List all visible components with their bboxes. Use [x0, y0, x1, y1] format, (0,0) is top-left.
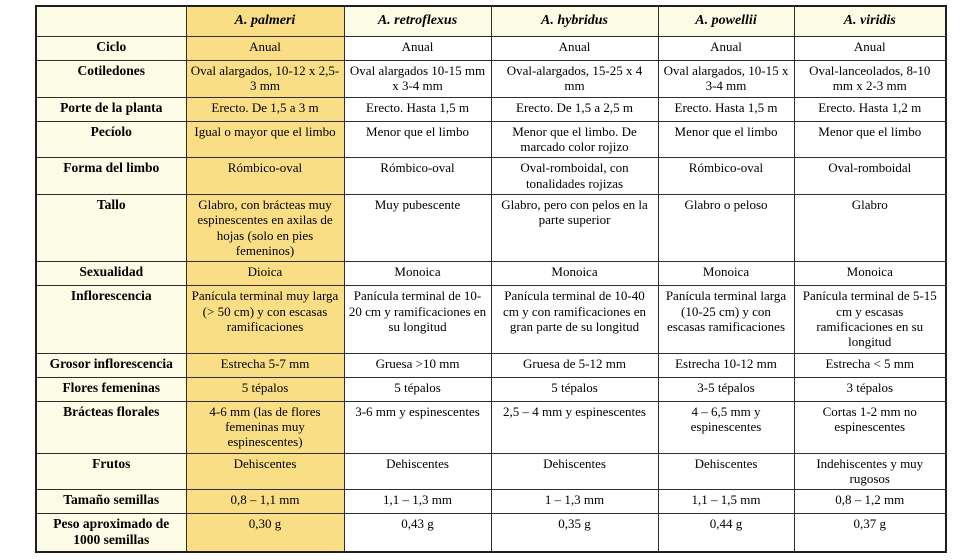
cell: 3-6 mm y espinescentes [344, 401, 491, 453]
cell: Gruesa >10 mm [344, 353, 491, 377]
cell: Oval alargados, 10-12 x 2,5-3 mm [186, 61, 344, 98]
cell: Monoica [794, 262, 946, 286]
table-row [36, 286, 946, 353]
column-header-a-powellii: A. powellii [658, 6, 794, 37]
cell: Panícula terminal de 10-40 cm y con ramificaciones en gran parte de su longitud [491, 286, 658, 353]
cell: Erecto. De 1,5 a 3 m [186, 97, 344, 121]
cell: Monoica [658, 262, 794, 286]
cell: Anual [794, 37, 946, 61]
cell: Dehiscentes [186, 453, 344, 490]
cell: Panícula terminal muy larga (> 50 cm) y con escasas ramificaciones [186, 286, 344, 353]
cell: Monoica [344, 262, 491, 286]
cell: Erecto. Hasta 1,5 m [658, 97, 794, 121]
cell: Oval-lanceolados, 8-10 mm x 2-3 mm [794, 61, 946, 98]
row-label: Porte de la planta [36, 97, 186, 121]
header-row [36, 6, 946, 37]
cell: 4 – 6,5 mm y espinescentes [658, 401, 794, 453]
species-comparison-table [35, 5, 947, 553]
row-label: Tallo [36, 194, 186, 261]
cell: Oval-alargados, 15-25 x 4 mm [491, 61, 658, 98]
row-label: Pecíolo [36, 121, 186, 158]
cell: Glabro o peloso [658, 194, 794, 261]
column-header-a-hybridus: A. hybridus [491, 6, 658, 37]
cell: 2,5 – 4 mm y espinescentes [491, 401, 658, 453]
cell: 0,8 – 1,1 mm [186, 490, 344, 514]
row-label: Brácteas florales [36, 401, 186, 453]
row-label: Flores femeninas [36, 377, 186, 401]
cell: Glabro, pero con pelos en la parte superior [491, 194, 658, 261]
cell: Menor que el limbo [794, 121, 946, 158]
cell: Panícula terminal de 5-15 cm y escasas ramificaciones en su longitud [794, 286, 946, 353]
row-label: Inflorescencia [36, 286, 186, 353]
cell: Menor que el limbo. De marcado color rojizo [491, 121, 658, 158]
cell: Gruesa de 5-12 mm [491, 353, 658, 377]
row-label: Frutos [36, 453, 186, 490]
cell: Igual o mayor que el limbo [186, 121, 344, 158]
cell: Panícula terminal de 10-20 cm y ramificaciones en su longitud [344, 286, 491, 353]
cell: Anual [344, 37, 491, 61]
cell: 0,35 g [491, 514, 658, 552]
cell: Glabro, con brácteas muy espinescentes en axilas de hojas (solo en pies femeninos) [186, 194, 344, 261]
table-row [36, 262, 946, 286]
cell: 0,44 g [658, 514, 794, 552]
table-row [36, 353, 946, 377]
column-header-a-retroflexus: A. retroflexus [344, 6, 491, 37]
cell: Monoica [491, 262, 658, 286]
cell: Oval-romboidal [794, 158, 946, 195]
cell: Oval-romboidal, con tonalidades rojizas [491, 158, 658, 195]
table-row [36, 61, 946, 98]
cell: Muy pubescente [344, 194, 491, 261]
cell: 5 tépalos [186, 377, 344, 401]
table-row [36, 401, 946, 453]
row-label: Forma del limbo [36, 158, 186, 195]
cell: 1,1 – 1,3 mm [344, 490, 491, 514]
cell: Cortas 1-2 mm no espinescentes [794, 401, 946, 453]
cell: 1,1 – 1,5 mm [658, 490, 794, 514]
cell: Estrecha < 5 mm [794, 353, 946, 377]
cell: Oval alargados 10-15 mm x 3-4 mm [344, 61, 491, 98]
corner-cell [36, 6, 186, 37]
cell: Dehiscentes [658, 453, 794, 490]
cell: 3-5 tépalos [658, 377, 794, 401]
cell: 0,37 g [794, 514, 946, 552]
cell: Oval alargados, 10-15 x 3-4 mm [658, 61, 794, 98]
cell: Anual [491, 37, 658, 61]
cell: Rómbico-oval [344, 158, 491, 195]
table-row [36, 490, 946, 514]
cell: Menor que el limbo [658, 121, 794, 158]
cell: Dioica [186, 262, 344, 286]
cell: Dehiscentes [344, 453, 491, 490]
cell: Estrecha 10-12 mm [658, 353, 794, 377]
table-row [36, 121, 946, 158]
row-label: Cotiledones [36, 61, 186, 98]
cell: 3 tépalos [794, 377, 946, 401]
cell: 0,8 – 1,2 mm [794, 490, 946, 514]
column-header-a-viridis: A. viridis [794, 6, 946, 37]
cell: Erecto. Hasta 1,5 m [344, 97, 491, 121]
table-row [36, 97, 946, 121]
cell: Glabro [794, 194, 946, 261]
row-label: Ciclo [36, 37, 186, 61]
row-label: Tamaño semillas [36, 490, 186, 514]
row-label: Sexualidad [36, 262, 186, 286]
table-row [36, 37, 946, 61]
cell: 5 tépalos [491, 377, 658, 401]
cell: 1 – 1,3 mm [491, 490, 658, 514]
cell: Anual [186, 37, 344, 61]
cell: Anual [658, 37, 794, 61]
cell: Dehiscentes [491, 453, 658, 490]
cell: 4-6 mm (las de flores femeninas muy espinescentes) [186, 401, 344, 453]
table-row [36, 514, 946, 552]
cell: Menor que el limbo [344, 121, 491, 158]
cell: 0,30 g [186, 514, 344, 552]
table-row [36, 194, 946, 261]
cell: Erecto. De 1,5 a 2,5 m [491, 97, 658, 121]
row-label: Grosor inflorescencia [36, 353, 186, 377]
table-row [36, 158, 946, 195]
cell: 5 tépalos [344, 377, 491, 401]
cell: Rómbico-oval [186, 158, 344, 195]
table-row [36, 377, 946, 401]
column-header-a-palmeri: A. palmeri [186, 6, 344, 37]
table-row [36, 453, 946, 490]
row-label: Peso aproximado de 1000 semillas [36, 514, 186, 552]
cell: Erecto. Hasta 1,2 m [794, 97, 946, 121]
cell: Estrecha 5-7 mm [186, 353, 344, 377]
cell: Indehiscentes y muy rugosos [794, 453, 946, 490]
cell: Panícula terminal larga (10-25 cm) y con escasas ramificaciones [658, 286, 794, 353]
cell: 0,43 g [344, 514, 491, 552]
cell: Rómbico-oval [658, 158, 794, 195]
